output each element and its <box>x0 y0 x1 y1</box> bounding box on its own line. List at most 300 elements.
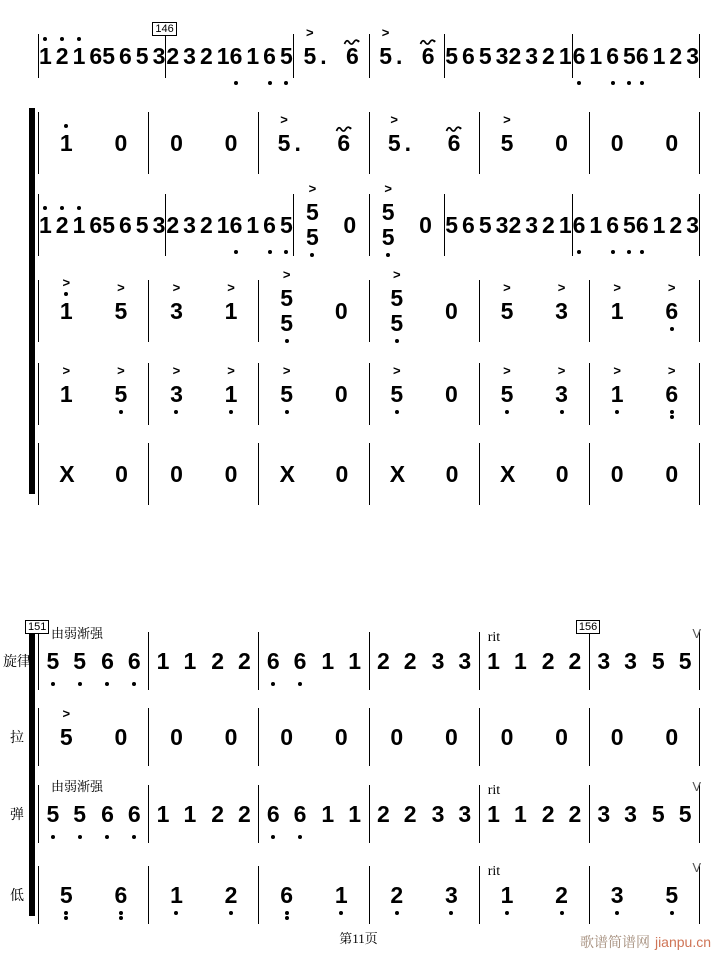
note-digit: 2 <box>390 884 403 907</box>
note-cell <box>431 647 472 674</box>
octave-dot <box>105 835 109 839</box>
note-cell <box>170 460 183 487</box>
octave-dot <box>285 916 289 920</box>
note-group <box>114 723 128 750</box>
note-digit: 1 <box>501 884 514 907</box>
note-digit: 5 <box>651 647 665 674</box>
octave-dot <box>640 250 644 254</box>
note-cell <box>224 362 238 407</box>
note-digit: 3 <box>431 647 445 674</box>
note-digit: 6 <box>118 42 132 69</box>
note-digit: 0 <box>665 460 679 487</box>
note-digit: 6 <box>606 214 619 237</box>
note-digit: 5 > <box>379 24 392 69</box>
octave-dot <box>229 410 233 414</box>
note-group <box>390 881 404 908</box>
accent-mark: > <box>227 279 235 295</box>
staff-row <box>10 854 702 936</box>
note-digit: 2 <box>669 42 683 69</box>
note-digit: 2 <box>199 211 213 238</box>
note-digit: 3 <box>152 42 166 69</box>
note-digit: 6 <box>294 803 307 826</box>
note-cell <box>266 647 307 674</box>
accent-mark: > <box>613 279 621 295</box>
note-cell <box>280 362 294 407</box>
measure <box>38 443 148 505</box>
note-digit: 3 <box>686 211 699 238</box>
measure <box>479 785 589 843</box>
note-cell <box>419 211 432 238</box>
note-cell <box>444 297 458 324</box>
note-group <box>651 647 692 674</box>
note-cell <box>280 723 294 750</box>
note-digit: 1 <box>246 211 260 238</box>
octave-dot <box>119 410 123 414</box>
note-group <box>487 647 527 674</box>
note-digit: 6 <box>128 650 141 673</box>
measure <box>165 194 292 256</box>
measure <box>148 280 258 342</box>
note-digit: 5 > <box>390 267 404 311</box>
note-digit: 5 <box>678 647 692 674</box>
note-group <box>389 460 406 487</box>
note-digit: 0 <box>224 129 238 156</box>
octave-dot <box>285 911 289 915</box>
staff-row <box>10 700 700 774</box>
octave-dot <box>119 916 123 920</box>
note-group <box>390 362 404 407</box>
note-cell <box>610 460 624 487</box>
note-group <box>665 723 679 750</box>
note-digit: 2 <box>542 211 555 238</box>
note-digit: 5 <box>478 42 492 69</box>
note-digit: 5 <box>678 800 692 827</box>
note-digit: 6 <box>462 42 475 69</box>
note-cell <box>447 129 461 156</box>
note-cell <box>114 723 128 750</box>
mordent-icon <box>445 115 462 138</box>
note-group <box>665 881 679 908</box>
note-cell <box>346 42 359 69</box>
accent-mark: > <box>613 362 621 378</box>
note-cell <box>277 111 301 156</box>
note-cell <box>39 42 103 69</box>
note-cell <box>390 267 404 336</box>
measure-number-box: 151 <box>25 620 49 634</box>
octave-dot <box>105 682 109 686</box>
note-cell <box>665 362 679 407</box>
note-group <box>156 647 197 674</box>
note-group <box>170 279 183 324</box>
measure <box>369 785 479 843</box>
note-cell <box>635 42 699 69</box>
note-digit: X <box>279 460 295 487</box>
note-cell <box>555 881 568 908</box>
note-group <box>46 647 87 674</box>
note-group <box>335 460 349 487</box>
measure <box>479 363 589 425</box>
note-digit: 1 <box>348 647 361 674</box>
note-digit: 5 <box>135 42 149 69</box>
measure-number-box: 146 <box>152 22 176 36</box>
breath-mark: V <box>692 779 702 794</box>
note-group <box>431 800 472 827</box>
note-digit: 1 <box>39 214 52 237</box>
note-digit: 5 > <box>387 111 401 156</box>
note-group <box>102 211 166 238</box>
note-cell <box>499 460 516 487</box>
octave-dot <box>298 835 302 839</box>
note-digit: 6 > <box>665 300 678 323</box>
note-digit: 2 <box>377 800 390 827</box>
note-digit: 3 > <box>555 383 568 406</box>
accent-mark: > <box>667 362 676 378</box>
note-cell <box>635 211 699 238</box>
measure <box>572 194 700 256</box>
measure <box>293 24 369 78</box>
measure <box>148 112 258 174</box>
accent-mark: > <box>393 267 401 282</box>
measure <box>369 866 479 924</box>
note-group <box>321 800 361 827</box>
note-digit: 5 <box>665 884 678 907</box>
note-digit: 6 <box>294 650 307 673</box>
note-digit: 5 <box>280 312 293 335</box>
staff-row <box>3 621 702 700</box>
note-group <box>101 647 141 674</box>
staff-row <box>38 182 700 268</box>
note-group <box>229 211 293 238</box>
note-group <box>114 362 128 407</box>
accent-mark: > <box>62 705 71 721</box>
note-group <box>377 647 417 674</box>
note-group <box>59 881 73 908</box>
note-digit: 6 <box>230 45 243 68</box>
note-cell <box>224 881 238 908</box>
octave-dot <box>64 292 68 296</box>
note-group <box>447 129 461 156</box>
note-cell <box>59 129 73 156</box>
note-digit: 2 <box>508 42 522 69</box>
note-group <box>499 460 516 487</box>
measure <box>38 363 148 425</box>
note-cell <box>321 800 361 827</box>
octave-dot <box>395 339 399 343</box>
octave-dot <box>627 81 631 85</box>
note-cell <box>224 460 238 487</box>
note-group <box>445 211 509 238</box>
note-digit: 0 <box>444 380 458 407</box>
octave-dot <box>577 81 581 85</box>
note-digit: 5 > <box>280 383 293 406</box>
note-cell <box>610 129 624 156</box>
note-digit: 6 <box>462 211 475 238</box>
note-digit: 2 <box>542 42 555 69</box>
measure <box>589 363 700 425</box>
measure <box>444 194 571 256</box>
note-cell <box>487 647 527 674</box>
watermark <box>580 932 711 952</box>
octave-dot <box>77 206 81 210</box>
octave-dot <box>640 81 644 85</box>
note-digit: X <box>59 460 75 487</box>
note-group <box>635 42 699 69</box>
note-digit: 3 <box>611 884 624 907</box>
note-digit: 5 <box>478 211 492 238</box>
note-cell <box>500 111 514 156</box>
note-digit: 0 <box>224 723 238 750</box>
note-digit: 0 <box>610 723 624 750</box>
measure <box>479 866 589 924</box>
note-digit: 3 <box>597 647 611 674</box>
note-cell <box>334 380 348 407</box>
octave-dot <box>268 81 272 85</box>
measure <box>258 443 368 505</box>
note-group <box>170 881 183 908</box>
note-cell <box>444 380 458 407</box>
note-group <box>266 800 307 827</box>
note-digit: 1 > <box>59 362 73 407</box>
note-digit: 2 <box>238 800 251 827</box>
note-cell <box>334 881 348 908</box>
note-digit: 5 <box>623 45 636 68</box>
note-cell <box>390 362 404 407</box>
octave-dot <box>51 835 55 839</box>
note-cell <box>170 129 183 156</box>
note-digit: 0 <box>610 460 624 487</box>
measure <box>479 708 589 766</box>
note-group <box>555 129 568 156</box>
note-group <box>381 181 395 225</box>
octave-dot <box>64 911 68 915</box>
note-cell <box>102 42 166 69</box>
measure-number-box: 156 <box>576 620 600 634</box>
note-digit: 1 > <box>611 383 624 406</box>
note-digit: 0 <box>170 460 183 487</box>
note-digit: 6 <box>573 45 586 68</box>
measure <box>38 34 165 78</box>
note-digit: 3 <box>525 211 539 238</box>
note-digit: 0 <box>170 129 183 156</box>
note-cell <box>665 460 679 487</box>
note-digit: 5 <box>390 312 403 335</box>
note-digit: 2 <box>56 45 69 68</box>
note-group <box>665 460 679 487</box>
staff-bracket <box>29 108 35 494</box>
note-cell <box>101 647 141 674</box>
note-digit: 0 <box>555 723 568 750</box>
note-group <box>610 723 624 750</box>
dynamics-text: 由弱渐强 <box>51 626 104 641</box>
measure <box>258 632 368 690</box>
measure <box>589 112 700 174</box>
note-group <box>266 647 307 674</box>
note-cell <box>444 881 458 908</box>
octave-dot <box>284 250 288 254</box>
note-cell <box>390 881 404 908</box>
breath-mark: V <box>692 626 702 641</box>
note-cell <box>610 362 624 407</box>
octave-dot <box>268 250 272 254</box>
note-digit: 0 <box>390 723 404 750</box>
note-digit: 6 > <box>665 383 678 406</box>
note-group <box>419 211 432 238</box>
note-cell <box>303 24 327 69</box>
note-digit: 3 <box>431 800 445 827</box>
measure <box>589 779 702 843</box>
measure <box>38 194 165 256</box>
accent-mark: > <box>393 362 401 378</box>
note-digit: . <box>395 42 403 69</box>
note-group <box>229 42 293 69</box>
measure <box>369 443 479 505</box>
note-digit: 2 <box>541 800 555 827</box>
note-group <box>224 129 238 156</box>
note-digit: 3 <box>152 211 166 238</box>
note-digit: 6 <box>128 803 141 826</box>
rit-text: rit <box>487 783 501 798</box>
accent-mark: > <box>503 111 511 127</box>
note-digit: 1 <box>652 211 666 238</box>
note-group <box>390 267 404 311</box>
note-cell <box>101 800 141 827</box>
chord-stack <box>390 267 404 336</box>
measure <box>369 24 445 78</box>
note-cell <box>651 647 692 674</box>
note-digit: 0 <box>665 129 679 156</box>
note-group <box>555 881 568 908</box>
staff-group <box>38 104 700 514</box>
measure <box>148 785 258 843</box>
note-cell <box>651 800 692 827</box>
note-group <box>500 362 514 407</box>
measure <box>28 621 148 690</box>
note-group <box>610 881 624 908</box>
note-group <box>59 362 73 407</box>
note-cell <box>46 800 87 827</box>
note-group <box>500 111 514 156</box>
octave-dot <box>284 81 288 85</box>
note-group <box>306 181 319 225</box>
note-digit: 1 <box>321 647 335 674</box>
note-group <box>39 211 103 238</box>
octave-dot <box>64 124 68 128</box>
accent-mark: > <box>172 362 181 378</box>
note-digit: 5 <box>135 211 149 238</box>
note-cell <box>170 279 183 324</box>
staff-group <box>38 20 700 92</box>
note-digit: 3 <box>183 42 196 69</box>
note-digit: 5 <box>306 226 319 249</box>
note-digit: X <box>499 460 516 487</box>
note-group <box>114 129 128 156</box>
octave-dot <box>271 835 275 839</box>
note-group <box>280 362 294 407</box>
note-group <box>610 129 624 156</box>
note-digit: 3 <box>597 800 611 827</box>
octave-dot <box>505 410 509 414</box>
note-digit: 3 <box>445 884 458 907</box>
note-cell <box>500 279 514 324</box>
note-group <box>555 279 568 324</box>
note-cell <box>114 129 128 156</box>
note-digit: 0 <box>334 723 348 750</box>
note-digit: 5 <box>60 884 73 907</box>
accent-mark: > <box>117 279 125 295</box>
note-group <box>334 380 348 407</box>
note-digit: 1 <box>335 884 348 907</box>
note-digit: 2 <box>555 884 568 907</box>
note-group <box>346 42 359 69</box>
note-group <box>224 881 238 908</box>
note-cell <box>445 42 509 69</box>
note-group <box>445 460 459 487</box>
mordent-icon <box>335 115 352 138</box>
note-digit: 0 <box>280 723 294 750</box>
note-group <box>280 312 293 335</box>
note-digit: 1 <box>216 42 230 69</box>
note-group <box>445 42 509 69</box>
note-group <box>334 297 348 324</box>
note-cell <box>572 42 636 69</box>
note-digit: 6 <box>114 884 127 907</box>
note-digit: 1 <box>73 45 86 68</box>
note-group <box>651 800 692 827</box>
note-digit: 5 > <box>277 111 291 156</box>
note-digit: 5 <box>46 803 59 826</box>
note-digit: 6 <box>118 211 132 238</box>
note-digit: 2 <box>403 647 417 674</box>
octave-dot <box>670 415 674 419</box>
note-digit: 0 <box>114 129 128 156</box>
note-cell <box>610 279 624 324</box>
note-digit: 0 <box>610 129 624 156</box>
note-cell <box>59 460 75 487</box>
octave-dot <box>577 250 581 254</box>
note-group <box>280 881 294 908</box>
note-group <box>224 362 238 407</box>
note-digit: 6 <box>636 214 649 237</box>
note-cell <box>445 211 509 238</box>
accent-mark: > <box>503 279 511 295</box>
note-digit: 0 <box>555 460 569 487</box>
note-group <box>444 297 458 324</box>
note-digit: 6 <box>89 42 103 69</box>
note-digit: 5 <box>651 800 665 827</box>
octave-dot <box>615 911 619 915</box>
measure <box>38 866 148 924</box>
measure <box>444 34 571 78</box>
octave-dot <box>51 682 55 686</box>
note-digit: X <box>389 460 406 487</box>
note-cell <box>229 211 293 238</box>
note-digit: 5 > <box>306 181 319 225</box>
note-group <box>166 211 230 238</box>
note-cell <box>381 181 395 250</box>
note-cell <box>572 211 636 238</box>
staff-row <box>38 104 700 182</box>
note-group <box>224 460 238 487</box>
note-group <box>487 800 527 827</box>
octave-dot <box>670 410 674 414</box>
note-cell <box>508 211 572 238</box>
accent-mark: > <box>308 181 317 196</box>
chord-stack <box>381 181 395 250</box>
note-digit: 3 <box>458 800 472 827</box>
accent-mark: > <box>503 362 511 378</box>
octave-dot <box>64 916 68 920</box>
note-cell <box>156 647 197 674</box>
